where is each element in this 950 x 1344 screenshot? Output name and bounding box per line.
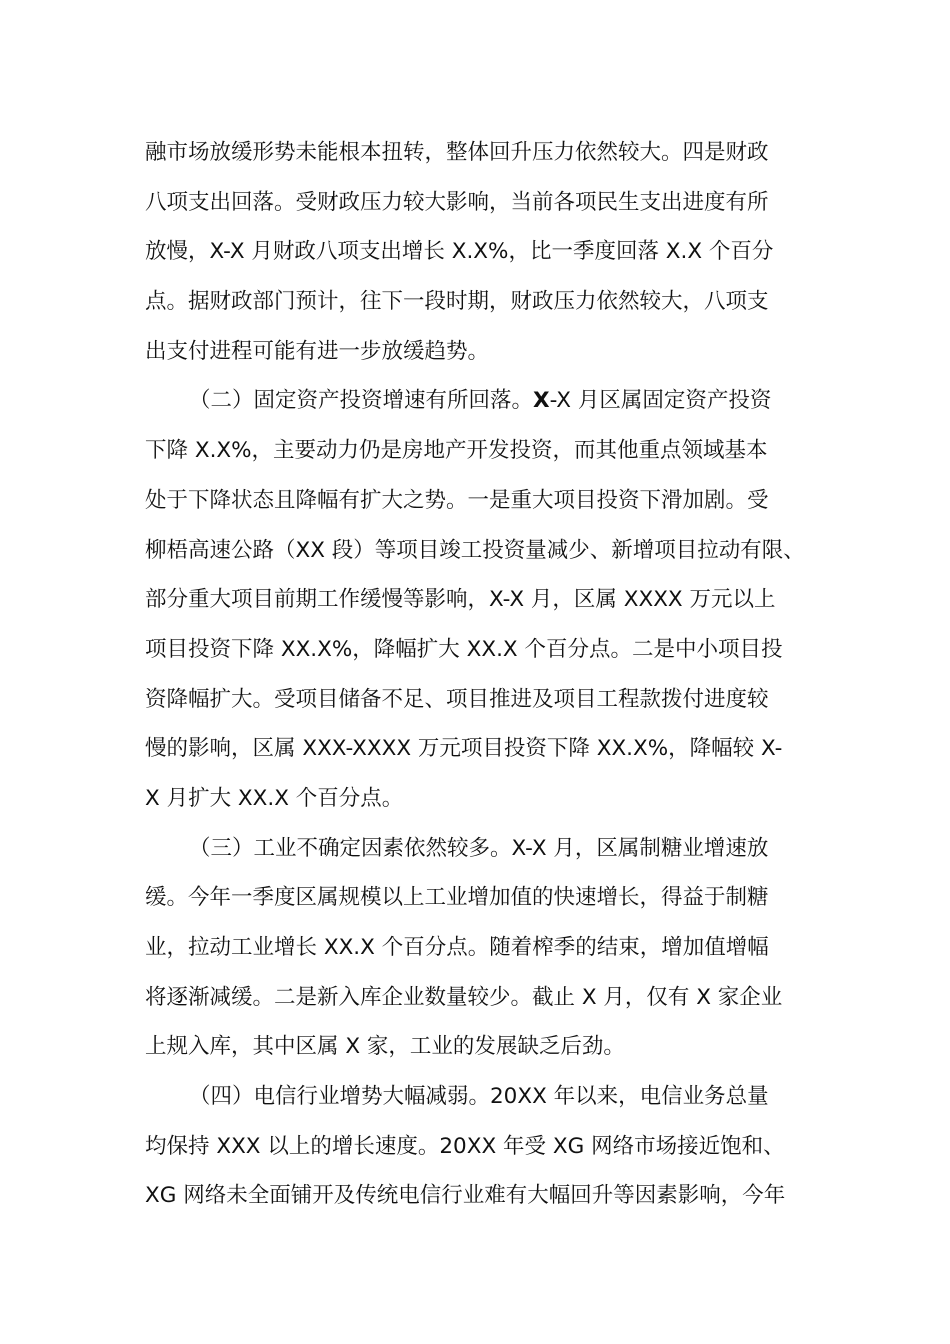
text-line: X 月扩大 XX.X 个百分点。 xyxy=(145,785,404,811)
body-text xyxy=(145,128,813,1221)
text-line: 部分重大项目前期工作缓慢等影响，X-X 月，区属 XXXX 万元以上 xyxy=(145,587,776,613)
text-line: 慢的影响，区属 XXX-XXXX 万元项目投资下降 XX.X%，降幅较 X- xyxy=(145,736,783,762)
text-line: 业，拉动工业增长 XX.X 个百分点。随着榨季的结束，增加值增幅 xyxy=(145,935,769,960)
text-line: 八项支出回落。受财政压力较大影响，当前各项民生支出进度有所 xyxy=(145,189,769,215)
text-line: 项目投资下降 XX.X%，降幅扩大 XX.X 个百分点。二是中小项目投 xyxy=(145,636,783,662)
text-line: 均保持 XXX 以上的增长速度。20XX 年受 XG 网络市场接近饱和、 xyxy=(145,1133,785,1159)
text-line: 出支付进程可能有进一步放缓趋势。 xyxy=(145,338,490,364)
text-line: 下降 X.X%，主要动力仍是房地产开发投资，而其他重点领域基本 xyxy=(145,438,768,464)
section-2-heading-continued: -X 月区属固定资产投资 xyxy=(549,388,772,414)
section-2-heading: （二）固定资产投资增速有所回落。 xyxy=(189,388,534,414)
text-line: 放慢，X-X 月财政八项支出增长 X.X%，比一季度回落 X.X 个百分 xyxy=(145,239,774,265)
text-line: 上规入库，其中区属 X 家，工业的发展缺乏后劲。 xyxy=(145,1034,625,1060)
text-line: 缓。今年一季度区属规模以上工业增加值的快速增长，得益于制糖 xyxy=(145,885,769,911)
text-line: 融市场放缓形势未能根本扭转，整体回升压力依然较大。四是财政 xyxy=(145,140,769,165)
text-line: 资降幅扩大。受项目储备不足、项目推进及项目工程款拨付进度较 xyxy=(145,686,769,712)
text-line: 点。据财政部门预计，往下一段时期，财政压力依然较大，八项支 xyxy=(145,289,769,315)
section-4-first-line: （四）电信行业增势大幅减弱。20XX 年以来，电信业务总量 xyxy=(189,1084,769,1110)
section-2-first-line xyxy=(145,376,813,426)
text-line: 处于下降状态且降幅有扩大之势。一是重大项目投资下滑加剧。受 xyxy=(145,487,769,513)
section-3-first-line: （三）工业不确定因素依然较多。X-X 月，区属制糖业增速放 xyxy=(189,835,769,861)
text-line: 柳梧高速公路（XX 段）等项目竣工投资量减少、新增项目拉动有限、 xyxy=(145,537,805,563)
text-line: 将逐渐减缓。二是新入库企业数量较少。截止 X 月，仅有 X 家企业 xyxy=(145,984,783,1010)
text-line: XG 网络未全面铺开及传统电信行业难有大幅回升等因素影响，今年 xyxy=(145,1183,786,1209)
bold-x: X xyxy=(533,388,550,414)
